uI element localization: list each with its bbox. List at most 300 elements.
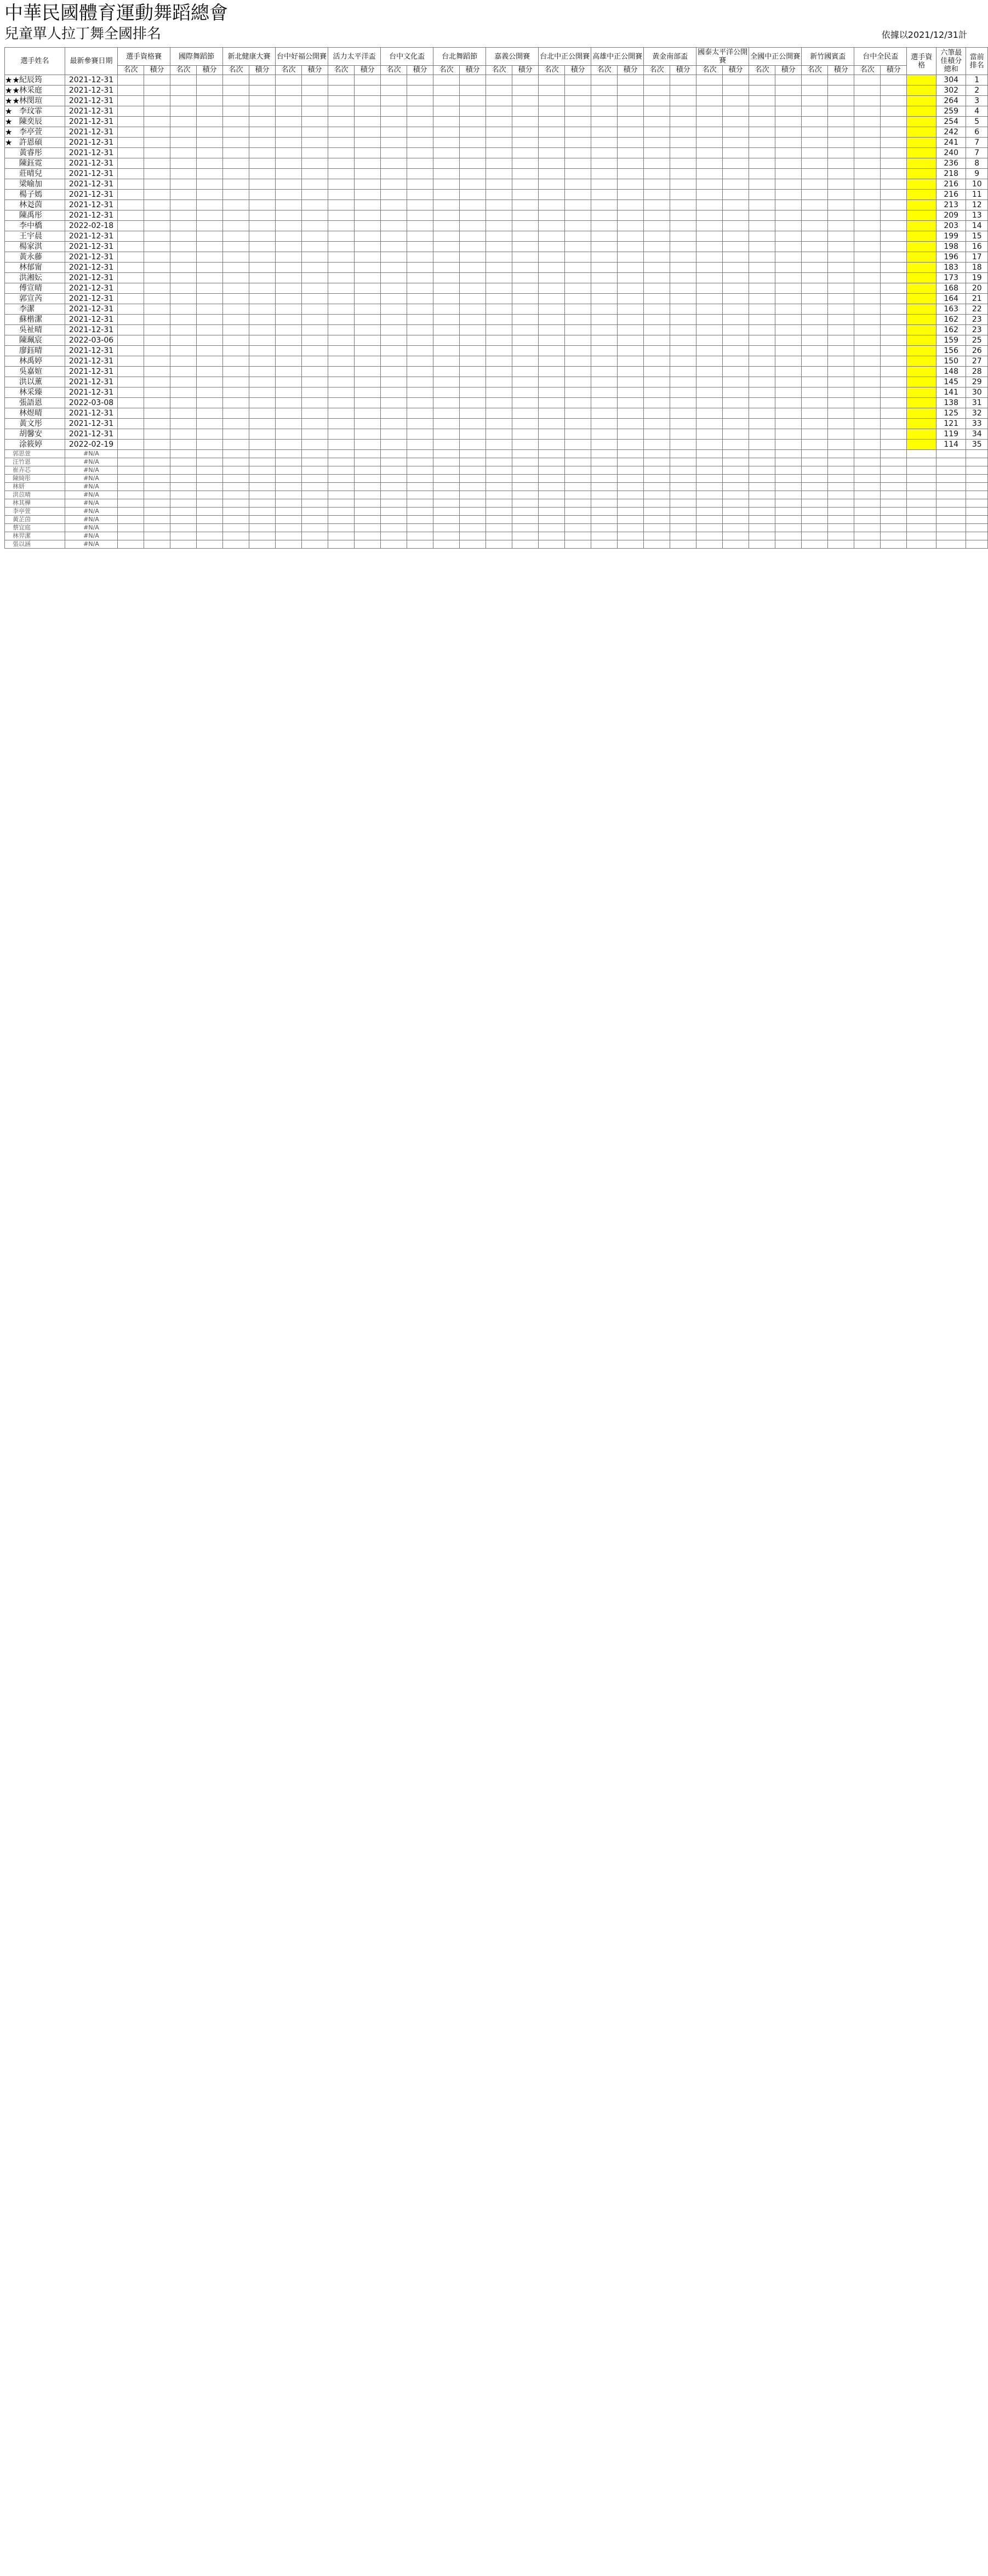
header-points-col: 積分 xyxy=(144,66,170,75)
player-name-text: 陳禹彤 xyxy=(19,211,42,220)
page-subtitle: 兒童單人拉丁舞全國排名 xyxy=(4,26,162,42)
event-cell xyxy=(486,158,512,169)
event-cell xyxy=(381,516,407,524)
event-cell xyxy=(512,458,539,466)
event-cell xyxy=(565,508,591,516)
event-cell xyxy=(223,252,249,263)
event-cell xyxy=(828,367,854,377)
ranking-row xyxy=(5,273,988,283)
best6-total: 213 xyxy=(936,200,966,210)
event-cell xyxy=(802,148,828,158)
event-cell xyxy=(197,440,223,450)
latest-date: 2021-12-31 xyxy=(65,106,118,117)
event-cell xyxy=(854,127,881,138)
current-rank xyxy=(966,483,988,491)
event-cell xyxy=(433,283,460,294)
event-cell xyxy=(223,75,249,86)
event-cell xyxy=(644,283,670,294)
event-cell xyxy=(328,96,355,106)
event-cell xyxy=(460,508,486,516)
event-cell xyxy=(197,483,223,491)
player-name: 林其樺 xyxy=(5,499,65,508)
latest-date: #N/A xyxy=(65,483,118,491)
event-cell xyxy=(355,475,381,483)
event-cell xyxy=(749,508,775,516)
event-cell xyxy=(670,491,696,499)
event-cell xyxy=(723,499,749,508)
event-cell xyxy=(249,440,276,450)
event-cell xyxy=(144,325,170,335)
header-event: 台中文化盃 xyxy=(381,48,433,66)
event-cell xyxy=(486,190,512,200)
event-cell xyxy=(223,387,249,398)
event-cell xyxy=(276,294,302,304)
event-cell xyxy=(644,466,670,475)
status-cell xyxy=(907,210,936,221)
event-cell xyxy=(775,398,802,408)
header-rank-col: 名次 xyxy=(381,66,407,75)
event-cell xyxy=(118,190,144,200)
event-cell xyxy=(276,377,302,387)
event-cell xyxy=(328,117,355,127)
event-cell xyxy=(591,408,618,419)
event-cell xyxy=(276,304,302,315)
event-cell xyxy=(749,516,775,524)
event-cell xyxy=(433,200,460,210)
event-cell xyxy=(854,356,881,367)
ranking-row xyxy=(5,106,988,117)
player-name-text: 黃永藤 xyxy=(19,253,42,261)
player-name: 汪竹恩 xyxy=(5,458,65,466)
event-cell xyxy=(118,117,144,127)
event-cell xyxy=(512,179,539,190)
event-cell xyxy=(618,508,644,516)
event-cell xyxy=(591,75,618,86)
event-cell xyxy=(170,138,197,148)
event-cell xyxy=(407,294,433,304)
latest-date: #N/A xyxy=(65,475,118,483)
event-cell xyxy=(539,499,565,508)
event-cell xyxy=(512,377,539,387)
status-cell xyxy=(907,466,936,475)
event-cell xyxy=(854,475,881,483)
event-cell xyxy=(618,127,644,138)
event-cell xyxy=(802,440,828,450)
latest-date: #N/A xyxy=(65,516,118,524)
event-cell xyxy=(854,508,881,516)
event-cell xyxy=(881,75,907,86)
best6-total xyxy=(936,540,966,549)
event-cell xyxy=(223,315,249,325)
current-rank: 23 xyxy=(966,315,988,325)
event-cell xyxy=(460,408,486,419)
event-cell xyxy=(539,127,565,138)
event-cell xyxy=(197,96,223,106)
player-name xyxy=(5,106,65,117)
event-cell xyxy=(118,221,144,231)
event-cell xyxy=(618,377,644,387)
event-cell xyxy=(249,429,276,440)
event-cell xyxy=(644,138,670,148)
event-cell xyxy=(644,169,670,179)
event-cell xyxy=(591,190,618,200)
ranking-row xyxy=(5,138,988,148)
ranking-row xyxy=(5,86,988,96)
player-name-text: 陳珮宸 xyxy=(19,336,42,345)
event-cell xyxy=(881,429,907,440)
event-cell xyxy=(144,508,170,516)
event-cell xyxy=(407,210,433,221)
event-cell xyxy=(486,273,512,283)
current-rank xyxy=(966,458,988,466)
event-cell xyxy=(170,398,197,408)
event-cell xyxy=(223,190,249,200)
player-name-text: 蘇楷潔 xyxy=(19,315,42,324)
event-cell xyxy=(802,335,828,346)
event-cell xyxy=(854,450,881,458)
unranked-row xyxy=(5,524,988,532)
header-points-col: 積分 xyxy=(512,66,539,75)
event-cell xyxy=(249,458,276,466)
event-cell xyxy=(144,158,170,169)
event-cell xyxy=(749,231,775,242)
status-cell xyxy=(907,429,936,440)
event-cell xyxy=(670,367,696,377)
event-cell xyxy=(144,356,170,367)
current-rank: 31 xyxy=(966,398,988,408)
status-cell xyxy=(907,377,936,387)
best6-total xyxy=(936,516,966,524)
event-cell xyxy=(170,242,197,252)
event-cell xyxy=(118,540,144,549)
event-cell xyxy=(802,158,828,169)
event-cell xyxy=(223,200,249,210)
event-cell xyxy=(881,419,907,429)
event-cell xyxy=(749,190,775,200)
event-cell xyxy=(118,200,144,210)
event-cell xyxy=(302,252,328,263)
event-cell xyxy=(276,179,302,190)
event-cell xyxy=(512,499,539,508)
event-cell xyxy=(276,450,302,458)
event-cell xyxy=(775,367,802,377)
event-cell xyxy=(328,221,355,231)
event-cell xyxy=(381,335,407,346)
event-cell xyxy=(170,231,197,242)
event-cell xyxy=(802,540,828,549)
event-cell xyxy=(881,483,907,491)
event-cell xyxy=(565,450,591,458)
header-event: 台北中正公開賽 xyxy=(539,48,591,66)
event-cell xyxy=(723,190,749,200)
event-cell xyxy=(460,242,486,252)
event-cell xyxy=(170,283,197,294)
event-cell xyxy=(381,210,407,221)
player-name xyxy=(5,356,65,367)
event-cell xyxy=(170,335,197,346)
event-cell xyxy=(197,491,223,499)
event-cell xyxy=(355,179,381,190)
event-cell xyxy=(696,524,723,532)
event-cell xyxy=(854,429,881,440)
best6-total: 121 xyxy=(936,419,966,429)
event-cell xyxy=(802,377,828,387)
event-cell xyxy=(486,367,512,377)
event-cell xyxy=(828,466,854,475)
event-cell xyxy=(565,491,591,499)
event-cell xyxy=(802,210,828,221)
event-cell xyxy=(381,524,407,532)
event-cell xyxy=(749,398,775,408)
event-cell xyxy=(486,508,512,516)
player-name xyxy=(5,408,65,419)
ranking-table xyxy=(4,47,988,549)
event-cell xyxy=(302,524,328,532)
event-cell xyxy=(302,475,328,483)
event-cell xyxy=(802,221,828,231)
event-cell xyxy=(775,315,802,325)
event-cell xyxy=(591,458,618,466)
event-cell xyxy=(512,450,539,458)
event-cell xyxy=(828,200,854,210)
event-cell xyxy=(355,516,381,524)
event-cell xyxy=(539,315,565,325)
event-cell xyxy=(539,475,565,483)
event-cell xyxy=(591,106,618,117)
current-rank: 9 xyxy=(966,169,988,179)
event-cell xyxy=(223,429,249,440)
event-cell xyxy=(433,466,460,475)
event-cell xyxy=(355,210,381,221)
event-cell xyxy=(197,450,223,458)
event-cell xyxy=(144,346,170,356)
event-cell xyxy=(512,242,539,252)
event-cell xyxy=(749,252,775,263)
best6-total xyxy=(936,458,966,466)
event-cell xyxy=(644,429,670,440)
event-cell xyxy=(618,75,644,86)
player-name-text: 吳嘉媗 xyxy=(19,367,42,376)
event-cell xyxy=(170,273,197,283)
event-cell xyxy=(276,440,302,450)
event-cell xyxy=(249,491,276,499)
event-cell xyxy=(749,86,775,96)
event-cell xyxy=(328,440,355,450)
event-cell xyxy=(197,148,223,158)
event-cell xyxy=(828,117,854,127)
event-cell xyxy=(591,273,618,283)
event-cell xyxy=(749,304,775,315)
latest-date: 2021-12-31 xyxy=(65,252,118,263)
event-cell xyxy=(170,263,197,273)
event-cell xyxy=(539,356,565,367)
event-cell xyxy=(302,346,328,356)
event-cell xyxy=(749,325,775,335)
event-cell xyxy=(249,483,276,491)
event-cell xyxy=(118,86,144,96)
event-cell xyxy=(328,294,355,304)
event-cell xyxy=(355,356,381,367)
player-name-text: 黃睿彤 xyxy=(19,149,42,157)
event-cell xyxy=(565,532,591,540)
event-cell xyxy=(802,117,828,127)
current-rank: 4 xyxy=(966,106,988,117)
event-cell xyxy=(407,429,433,440)
event-cell xyxy=(723,429,749,440)
event-cell xyxy=(723,475,749,483)
best6-total: 196 xyxy=(936,252,966,263)
current-rank: 27 xyxy=(966,356,988,367)
event-cell xyxy=(486,491,512,499)
event-cell xyxy=(565,190,591,200)
event-cell xyxy=(170,532,197,540)
event-cell xyxy=(828,138,854,148)
event-cell xyxy=(696,304,723,315)
event-cell xyxy=(328,491,355,499)
header-rank-col: 名次 xyxy=(486,66,512,75)
event-cell xyxy=(512,356,539,367)
player-name-text: 林煜晴 xyxy=(19,409,42,418)
event-cell xyxy=(302,283,328,294)
event-cell xyxy=(854,304,881,315)
event-cell xyxy=(381,179,407,190)
event-cell xyxy=(802,508,828,516)
event-cell xyxy=(512,273,539,283)
event-cell xyxy=(723,458,749,466)
event-cell xyxy=(565,499,591,508)
latest-date: 2021-12-31 xyxy=(65,429,118,440)
event-cell xyxy=(302,263,328,273)
event-cell xyxy=(249,106,276,117)
player-name xyxy=(5,335,65,346)
event-cell xyxy=(302,96,328,106)
status-cell xyxy=(907,325,936,335)
event-cell xyxy=(118,367,144,377)
event-cell xyxy=(749,483,775,491)
event-cell xyxy=(433,346,460,356)
event-cell xyxy=(644,117,670,127)
star-marks: ★ xyxy=(5,127,13,137)
event-cell xyxy=(749,335,775,346)
event-cell xyxy=(644,387,670,398)
event-cell xyxy=(670,190,696,200)
event-cell xyxy=(355,499,381,508)
event-cell xyxy=(144,252,170,263)
best6-total: 218 xyxy=(936,169,966,179)
event-cell xyxy=(486,221,512,231)
event-cell xyxy=(828,210,854,221)
event-cell xyxy=(828,540,854,549)
event-cell xyxy=(539,294,565,304)
event-cell xyxy=(460,356,486,367)
event-cell xyxy=(197,86,223,96)
event-cell xyxy=(249,200,276,210)
event-cell xyxy=(696,540,723,549)
event-cell xyxy=(170,200,197,210)
header-event: 國際舞蹈節 xyxy=(170,48,223,66)
event-cell xyxy=(539,408,565,419)
event-cell xyxy=(749,148,775,158)
event-cell xyxy=(670,263,696,273)
event-cell xyxy=(433,499,460,508)
event-cell xyxy=(381,429,407,440)
event-cell xyxy=(433,398,460,408)
event-cell xyxy=(802,294,828,304)
event-cell xyxy=(486,283,512,294)
event-cell xyxy=(670,532,696,540)
event-cell xyxy=(670,398,696,408)
event-cell xyxy=(565,356,591,367)
event-cell xyxy=(355,508,381,516)
event-cell xyxy=(828,458,854,466)
event-cell xyxy=(670,429,696,440)
current-rank xyxy=(966,499,988,508)
event-cell xyxy=(249,273,276,283)
event-cell xyxy=(802,242,828,252)
event-cell xyxy=(802,429,828,440)
ranking-row xyxy=(5,335,988,346)
event-cell xyxy=(355,346,381,356)
best6-total: 216 xyxy=(936,179,966,190)
event-cell xyxy=(881,408,907,419)
best6-total: 162 xyxy=(936,315,966,325)
latest-date: #N/A xyxy=(65,532,118,540)
event-cell xyxy=(512,252,539,263)
event-cell xyxy=(302,499,328,508)
event-cell xyxy=(749,532,775,540)
as-of-date: 依據以2021/12/31計 xyxy=(881,30,967,40)
event-cell xyxy=(565,335,591,346)
player-name-text: 洪以薰 xyxy=(19,378,42,386)
player-name-text: 紀辰筠 xyxy=(19,76,42,84)
event-cell xyxy=(276,169,302,179)
event-cell xyxy=(249,325,276,335)
event-cell xyxy=(486,408,512,419)
event-cell xyxy=(223,273,249,283)
event-cell xyxy=(670,252,696,263)
current-rank: 30 xyxy=(966,387,988,398)
event-cell xyxy=(223,148,249,158)
event-cell xyxy=(802,387,828,398)
event-cell xyxy=(407,221,433,231)
event-cell xyxy=(670,483,696,491)
event-cell xyxy=(302,516,328,524)
event-cell xyxy=(723,252,749,263)
player-name xyxy=(5,304,65,315)
event-cell xyxy=(249,138,276,148)
event-cell xyxy=(197,377,223,387)
event-cell xyxy=(644,483,670,491)
event-cell xyxy=(407,499,433,508)
player-name-text: 林閔瑄 xyxy=(19,96,42,105)
header-event: 活力太平洋盃 xyxy=(328,48,381,66)
unranked-row xyxy=(5,499,988,508)
event-cell xyxy=(249,466,276,475)
event-cell xyxy=(355,96,381,106)
event-cell xyxy=(328,169,355,179)
event-cell xyxy=(249,475,276,483)
event-cell xyxy=(460,294,486,304)
status-cell xyxy=(907,242,936,252)
event-cell xyxy=(775,106,802,117)
event-cell xyxy=(644,106,670,117)
event-cell xyxy=(696,210,723,221)
event-cell xyxy=(118,532,144,540)
event-cell xyxy=(775,242,802,252)
event-cell xyxy=(144,499,170,508)
event-cell xyxy=(618,242,644,252)
event-cell xyxy=(433,440,460,450)
